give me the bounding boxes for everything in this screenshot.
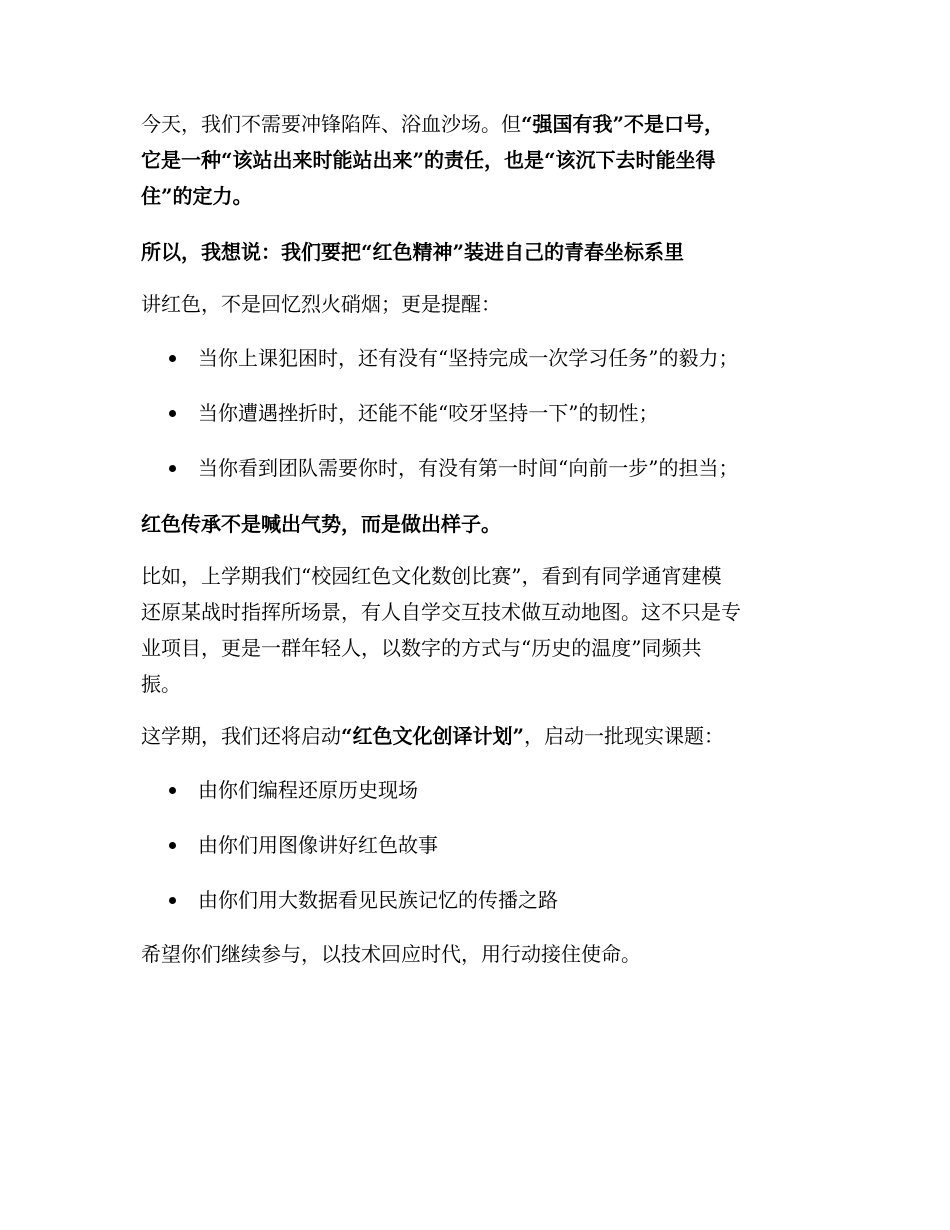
paragraph-example-line2: 还原某战时指挥所场景，有人自学交互技术做互动地图。这不只是专 [141,600,741,624]
bullet-icon [169,787,176,794]
heading-red-heritage: 红色传承不是喊出气势，而是做出样子。 [141,512,501,536]
list-item-text: 由你们用图像讲好红色故事 [198,833,438,857]
plan-text-bold-name: “红色文化创译计划” [341,724,525,748]
bullet-icon [169,355,176,362]
paragraph-intro-line3: 住”的定力。 [141,184,253,208]
paragraph-example [141,558,811,702]
paragraph-plan [141,718,811,754]
paragraph-intro [141,106,811,214]
list-item [141,395,811,431]
plan-text-plain: 这学期，我们还将启动 [141,724,341,748]
paragraph-reminder: 讲红色，不是回忆烈火硝烟；更是提醒： [141,292,501,316]
paragraph-intro-line1 [141,106,811,142]
list-item-text: 由你们用大数据看见民族记忆的传播之路 [198,888,558,912]
intro-text-plain: 今天，我们不需要冲锋陷阵、浴血沙场。但 [141,112,521,136]
bullet-icon [169,842,176,849]
paragraph-intro-line2: 它是一种“该站出来时能站出来”的责任，也是“该沉下去时能坐得 [141,148,716,172]
list-item [141,340,811,376]
paragraph-example-line4: 振。 [141,672,181,696]
list-item-text: 当你看到团队需要你时，有没有第一时间“向前一步”的担当； [198,456,739,480]
list-item-text: 当你上课犯困时，还有没有“坚持完成一次学习任务”的毅力； [198,346,739,370]
paragraph-closing: 希望你们继续参与，以技术回应时代，用行动接住使命。 [141,942,641,966]
list-item [141,772,811,808]
intro-text-bold-slogan: “强国有我”不是口号， [521,112,725,136]
heading-red-spirit: 所以，我想说：我们要把“红色精神”装进自己的青春坐标系里 [141,240,685,264]
paragraph-example-line3: 业项目，更是一群年轻人，以数字的方式与“历史的温度”同频共 [141,636,702,660]
list-item [141,450,811,486]
list-item-text: 当你遭遇挫折时，还能不能“咬牙坚持一下”的韧性； [198,401,659,425]
plan-text-tail: ，启动一批现实课题： [524,724,725,748]
list-item-text: 由你们编程还原历史现场 [198,778,418,802]
list-item [141,882,811,918]
bullet-icon [169,465,176,472]
plan-list [141,772,811,918]
paragraph-example-line1: 比如，上学期我们“校园红色文化数创比赛”，看到有同学通宵建模 [141,564,722,588]
document-body [141,106,811,972]
list-item [141,827,811,863]
bullet-icon [169,410,176,417]
reminder-list [141,340,811,486]
bullet-icon [169,897,176,904]
